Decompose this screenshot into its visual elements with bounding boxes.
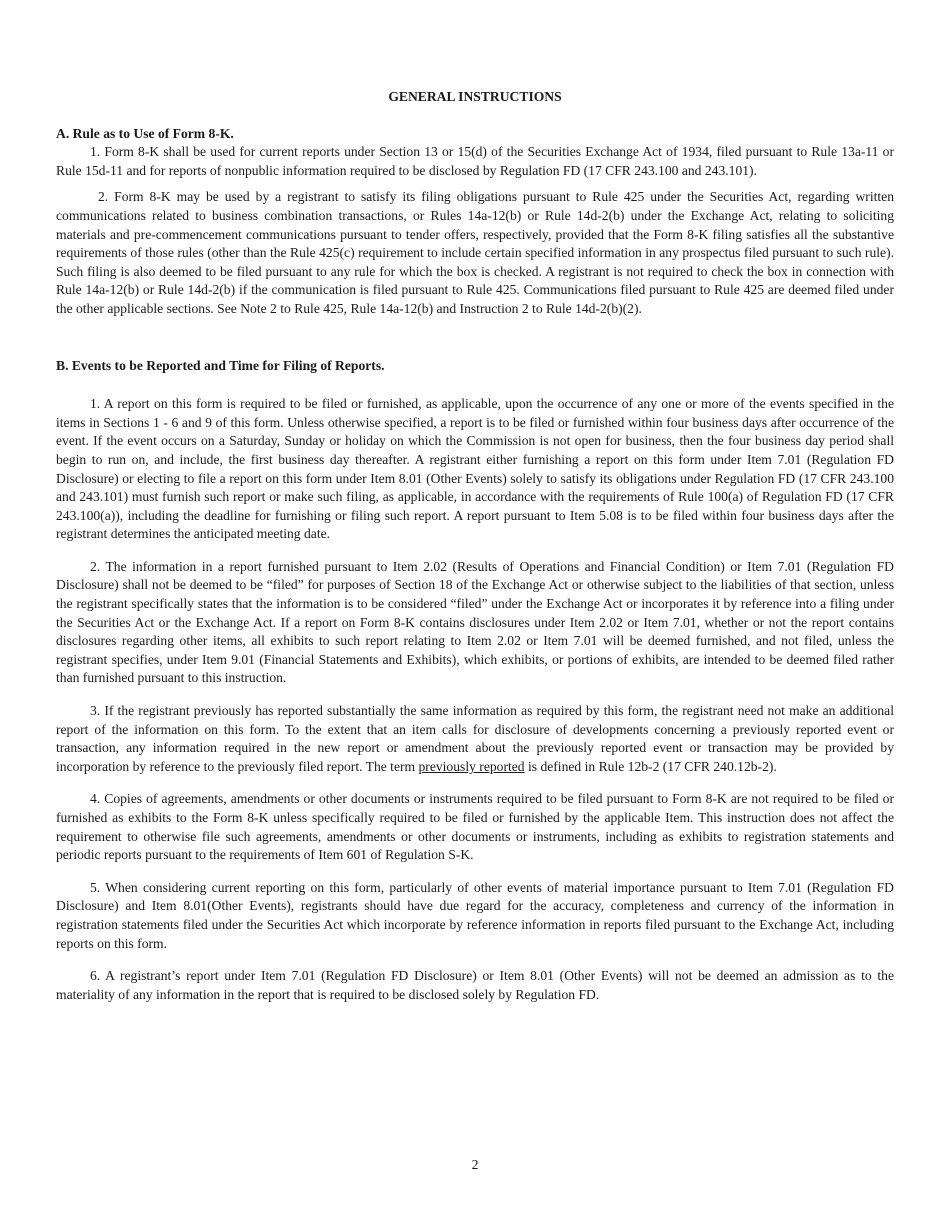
- section-b-heading: B. Events to be Reported and Time for Filing of Reports.: [56, 357, 385, 373]
- page-number: 2: [471, 1157, 479, 1172]
- page-title: GENERAL INSTRUCTIONS: [388, 89, 562, 104]
- section-a-paragraph-1: 1. Form 8-K shall be used for current reports under Section 13 or 15(d) of the Securities Exchange Act of 1934, filed pursuant to Rule 13a-11 or Rule 15d-11 and for reports of nonpublic information required to be disclosed by Regulation FD (17 CFR 243.100 and 243.101).: [56, 144, 894, 178]
- paragraph-3-text-start: 3. If the registrant previously has reported substantially the same information as required by this form, the registrant need not make an additional report of the information on this form. To the extent that an item calls for disclosure of developments concerning a previously reported event or transaction, any information required in the new report or amendment about the previously reported event or transaction may be provided by incorporation by reference to the previously filed report. The term: [56, 703, 894, 774]
- section-b-paragraph-2: 2. The information in a report furnished pursuant to Item 2.02 (Results of Operations and Financial Condition) or Item 7.01 (Regulation FD Disclosure) shall not be deemed to be “filed” for purposes of Section 18 of the Exchange Act or otherwise subject to the liabilities of that section, unless the registrant specifically states that the information is to be considered “filed” under the Exchange Act or incorporates it by reference into a filing under the Securities Act or the Exchange Act. If a report on Form 8-K contains disclosures under Item 2.02 or Item 7.01, whether or not the report contains disclosures regarding other items, all exhibits to such report relating to Item 2.02 or Item 7.01 will be deemed furnished, and not filed, unless the registrant specifies, under Item 9.01 (Financial Statements and Exhibits), which exhibits, or portions of exhibits, are intended to be deemed filed rather than furnished pursuant to this instruction.: [56, 558, 894, 686]
- defined-term-previously-reported: previously reported: [418, 758, 525, 774]
- section-b-paragraph-1: 1. A report on this form is required to be filed or furnished, as applicable, upon the occurrence of any one or more of the events specified in the items in Sections 1 - 6 and 9 of this form. Unless otherwise specified, a report is to be filed or furnished within four business days after occurrence of the event. If the event occurs on a Saturday, Sunday or holiday on which the Commission is not open for business, then the four business day period shall begin to run on, and include, the first business day thereafter. A registrant either furnishing a report on this form under Item 7.01 (Regulation FD Disclosure) or electing to file a report on this form under Item 8.01 (Other Events) solely to satisfy its obligations under Regulation FD (17 CFR 243.100 and 243.101) must furnish such report or make such filing, as applicable, in accordance with the requirements of Rule 100(a) of Regulation FD (17 CFR 243.100(a)), including the deadline for furnishing or filing such report. A report pursuant to Item 5.08 is to be filed within four business days after the registrant determines the anticipated meeting date.: [56, 396, 894, 542]
- section-b-paragraph-3: [56, 702, 894, 776]
- section-b-paragraph-5: 5. When considering current reporting on this form, particularly of other events of material importance pursuant to Item 7.01 (Regulation FD Disclosure) and Item 8.01(Other Events), registrants should have due regard for the accuracy, completeness and currency of the information in registration statements filed under the Securities Act which incorporate by reference information in reports filed pursuant to the Exchange Act, including reports on this form.: [56, 879, 894, 951]
- section-a-paragraph-2: 2. Form 8-K may be used by a registrant to satisfy its filing obligations pursuant to Rule 425 under the Securities Act, regarding written communications related to business combination transactions, or Rules 14a-12(b) or Rule 14d-2(b) under the Exchange Act, relating to soliciting materials and pre-commencement communications pursuant to tender offers, respectively, provided that the Form 8-K filing satisfies all the substantive requirements of those rules (other than the Rule 425(c) requirement to include certain specified information in any prospectus filed pursuant to such rule). Such filing is also deemed to be filed pursuant to any rule for which the box is checked. A registrant is not required to check the box in connection with Rule 14a-12(b) or Rule 14d-2(b) if the communication is filed pursuant to Rule 425. Communications filed pursuant to Rule 425 are deemed filed under the other applicable sections. See Note 2 to Rule 425, Rule 14a-12(b) and Instruction 2 to Rule 14d-2(b)(2).: [56, 189, 894, 316]
- section-b-paragraph-6: 6. A registrant’s report under Item 7.01 (Regulation FD Disclosure) or Item 8.01 (Other Events) will not be deemed an admission as to the materiality of any information in the report that is required to be disclosed solely by Regulation FD.: [56, 968, 894, 1002]
- section-a-heading: A. Rule as to Use of Form 8-K.: [56, 125, 234, 141]
- document-page: [56, 88, 894, 1004]
- paragraph-3-text-end: is defined in Rule 12b-2 (17 CFR 240.12b-2).: [524, 758, 777, 774]
- section-b-paragraph-4: 4. Copies of agreements, amendments or other documents or instruments required to be filed pursuant to Form 8-K are not required to be filed or furnished as exhibits to the Form 8-K unless specifically required to be filed or furnished by the applicable Item. This instruction does not affect the requirement to otherwise file such agreements, amendments or other documents or instruments, including as exhibits to registration statements and periodic reports pursuant to the requirements of Item 601 of Regulation S-K.: [56, 791, 894, 863]
